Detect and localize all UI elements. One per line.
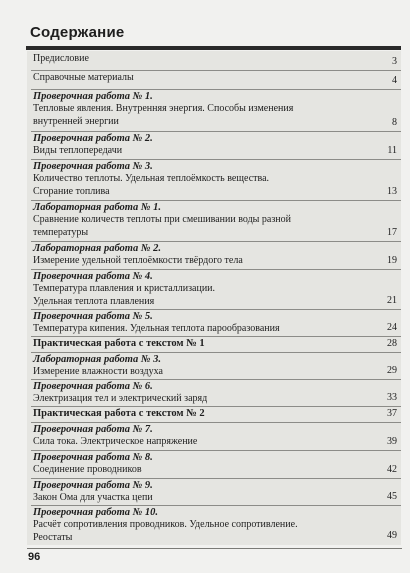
entry-heading: Проверочная работа № 7. (33, 424, 153, 435)
entry-page-number: 37 (387, 408, 397, 419)
entry-page-number: 13 (387, 186, 397, 197)
toc-entry-lab-2[interactable] (31, 241, 401, 270)
page-title: Содержание (30, 24, 125, 41)
toc-entry-check-3[interactable] (31, 159, 401, 201)
entry-desc: Электризация тел и электрический заряд (33, 393, 208, 404)
entry-page-number: 3 (392, 56, 397, 67)
title-rule (26, 46, 401, 50)
entry-desc: Виды теплопередачи (33, 145, 123, 156)
toc-entry-text-practice-2[interactable] (31, 406, 401, 423)
entry-desc: Измерение удельной теплоёмкости твёрдого тела (33, 255, 243, 266)
entry-desc: Предисловие (33, 53, 89, 64)
toc-entry-lab-3[interactable] (31, 352, 401, 380)
toc-entry-check-9[interactable] (31, 478, 401, 506)
entry-page-number: 24 (387, 322, 397, 333)
entry-page-number: 17 (387, 227, 397, 238)
entry-desc: Сила тока. Электрическое напряжение (33, 436, 198, 447)
toc-entry-check-8[interactable] (31, 450, 401, 479)
entry-page-number: 11 (387, 145, 397, 156)
entry-page-number: 19 (387, 255, 397, 266)
toc-entry-lab-1[interactable] (31, 200, 401, 242)
entry-page-number: 42 (387, 464, 397, 475)
toc-entry-preface[interactable] (31, 51, 401, 71)
entry-desc: Температура плавления и кристаллизации. Удельная теплота плавления (33, 283, 216, 307)
entry-desc: Измерение влажности воздуха (33, 366, 163, 377)
entry-heading: Лабораторная работа № 3. (33, 354, 161, 365)
entry-heading: Лабораторная работа № 2. (33, 243, 161, 254)
entry-heading: Проверочная работа № 4. (33, 271, 153, 282)
entry-heading: Проверочная работа № 3. (33, 161, 153, 172)
entry-desc: Справочные материалы (33, 72, 134, 83)
entry-page-number: 28 (387, 338, 397, 349)
entry-desc: Температура кипения. Удельная теплота парообразования (33, 323, 280, 334)
entry-heading: Проверочная работа № 10. (33, 507, 158, 518)
entry-page-number: 39 (387, 436, 397, 447)
entry-page-number: 4 (392, 75, 397, 86)
entry-heading: Проверочная работа № 1. (33, 91, 153, 102)
toc-entry-text-practice-1[interactable] (31, 336, 401, 353)
entry-desc: Тепловые явления. Внутренняя энергия. Способы изменения внутренней энергии (33, 103, 294, 127)
entry-page-number: 8 (392, 117, 397, 128)
toc-entry-check-6[interactable] (31, 379, 401, 407)
entry-page-number: 21 (387, 295, 397, 306)
entry-heading: Практическая работа с текстом № 2 (33, 408, 205, 419)
entry-heading: Проверочная работа № 8. (33, 452, 153, 463)
entry-heading: Лабораторная работа № 1. (33, 202, 161, 213)
entry-page-number: 45 (387, 491, 397, 502)
entry-heading: Проверочная работа № 2. (33, 133, 153, 144)
toc-entry-check-4[interactable] (31, 269, 401, 310)
entry-desc: Количество теплоты. Удельная теплоёмкость вещества. Сгорание топлива (33, 173, 270, 197)
table-of-contents (27, 51, 401, 545)
entry-desc: Закон Ома для участка цепи (33, 492, 153, 503)
toc-entry-check-5[interactable] (31, 309, 401, 337)
toc-entry-reference[interactable] (31, 70, 401, 90)
page-number: 96 (28, 551, 41, 563)
toc-entry-check-7[interactable] (31, 422, 401, 451)
entry-page-number: 49 (387, 530, 397, 541)
entry-desc: Соединение проводников (33, 464, 142, 475)
footer-rule (27, 548, 402, 549)
entry-heading: Проверочная работа № 9. (33, 480, 153, 491)
toc-entry-check-2[interactable] (31, 131, 401, 160)
entry-heading: Проверочная работа № 6. (33, 381, 153, 392)
entry-page-number: 29 (387, 365, 397, 376)
entry-desc: Сравнение количеств теплоты при смешивании воды разной температуры (33, 214, 291, 238)
entry-desc: Расчёт сопротивления проводников. Удельное сопротивление. Реостаты (33, 519, 298, 543)
toc-entry-check-10[interactable] (31, 505, 401, 544)
toc-entry-check-1[interactable] (31, 89, 401, 132)
entry-heading: Практическая работа с текстом № 1 (33, 338, 205, 349)
entry-heading: Проверочная работа № 5. (33, 311, 153, 322)
entry-page-number: 33 (387, 392, 397, 403)
